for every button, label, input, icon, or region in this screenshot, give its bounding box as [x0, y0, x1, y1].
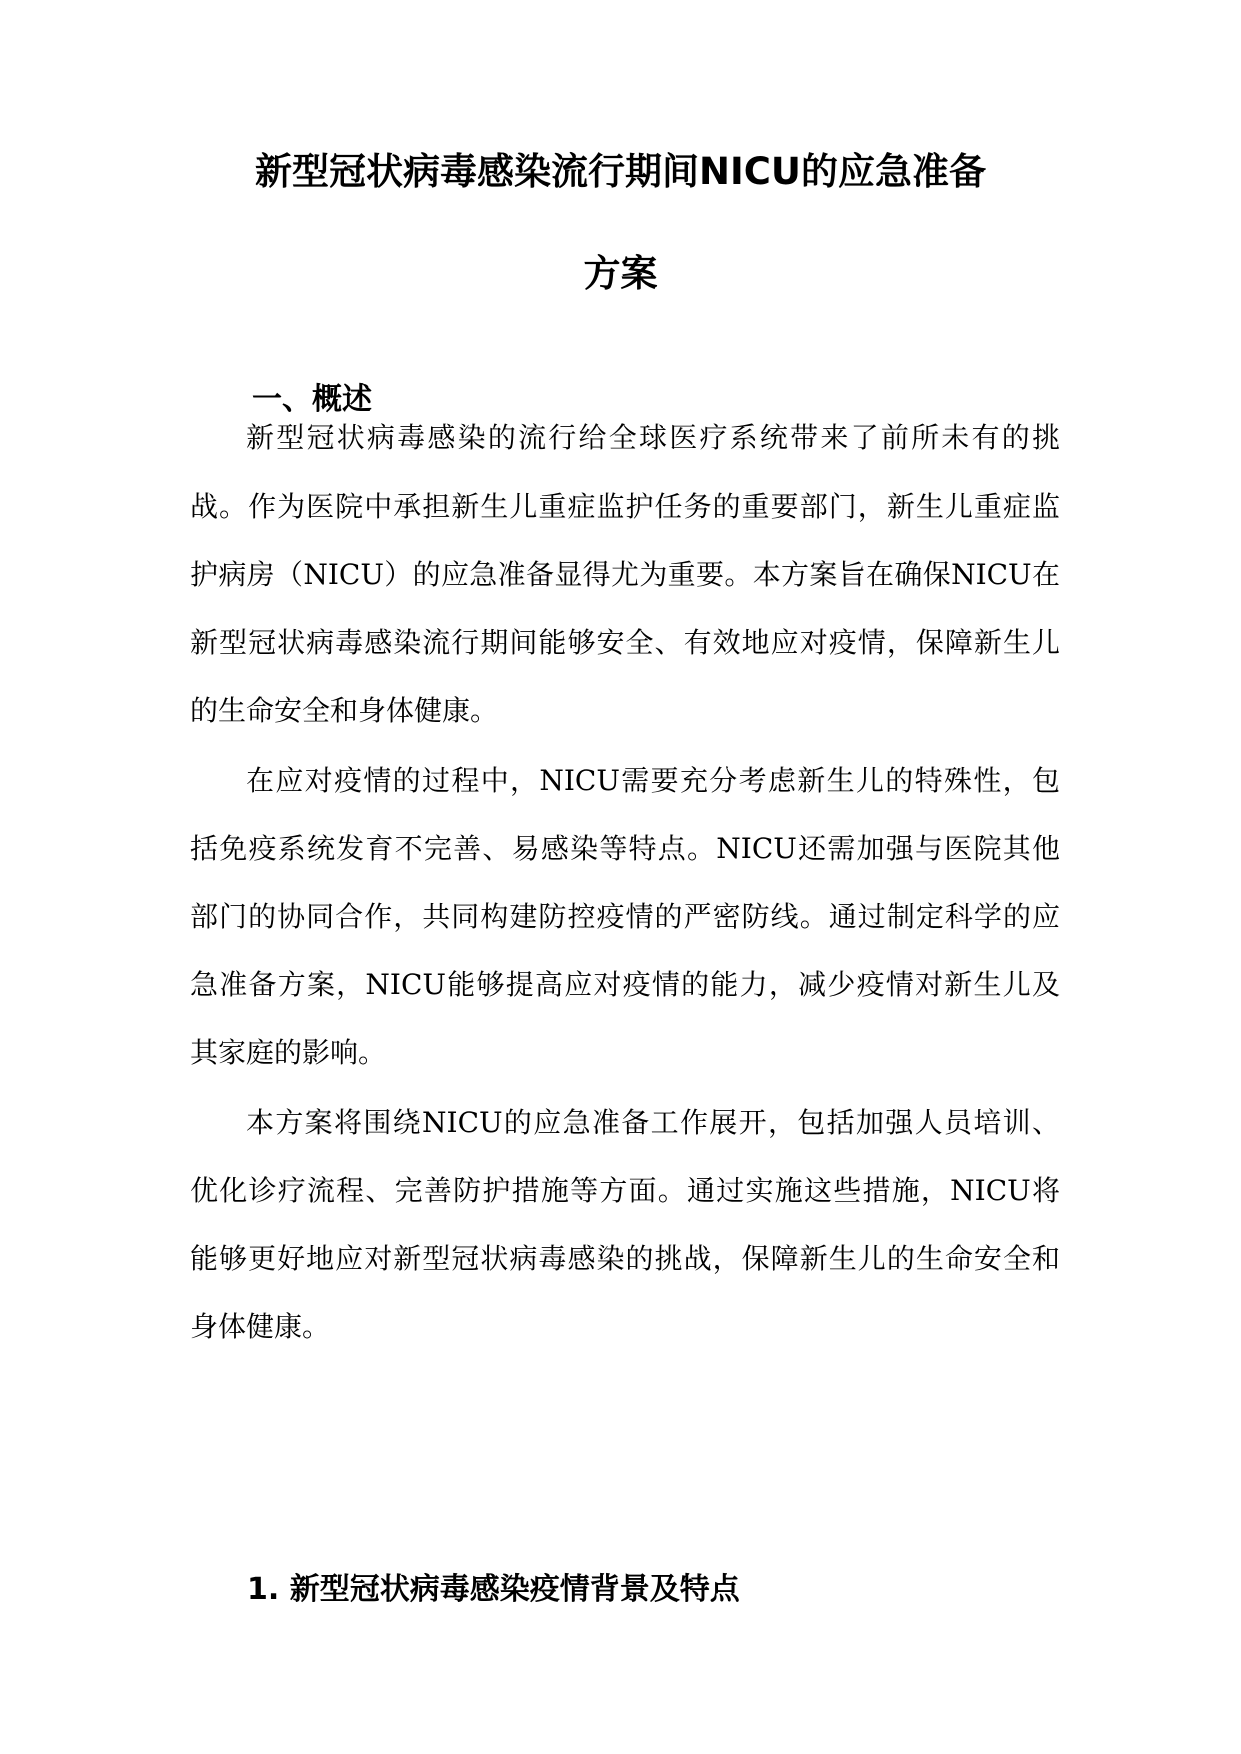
paragraph-1-line: 新型冠状病毒感染的流行给全球医疗系统带来了前所未有的挑	[246, 421, 1060, 454]
paragraph-3-line: 身体健康。	[190, 1310, 331, 1343]
paragraph-3-line: 本方案将围绕NICU的应急准备工作展开，包括加强人员培训、	[246, 1106, 1060, 1139]
subsection-heading-background: 1. 新型冠状病毒感染疫情背景及特点	[247, 1572, 740, 1607]
section-heading-overview: 一、概述	[252, 382, 372, 417]
paragraph-2-line: 部门的协同合作，共同构建防控疫情的严密防线。通过制定科学的应	[190, 900, 1060, 933]
document-title-line-1: 新型冠状病毒感染流行期间NICU的应急准备	[255, 150, 986, 193]
paragraph-2-line: 括免疫系统发育不完善、易感染等特点。NICU还需加强与医院其他	[190, 832, 1060, 865]
document-title-line-2: 方案	[583, 252, 658, 295]
paragraph-2-line: 其家庭的影响。	[190, 1036, 387, 1069]
paragraph-1-line: 新型冠状病毒感染流行期间能够安全、有效地应对疫情，保障新生儿	[190, 626, 1060, 659]
paragraph-2-line: 急准备方案，NICU能够提高应对疫情的能力，减少疫情对新生儿及	[190, 968, 1060, 1001]
paragraph-1-line: 护病房（NICU）的应急准备显得尤为重要。本方案旨在确保NICU在	[190, 558, 1060, 591]
paragraph-1-line: 战。作为医院中承担新生儿重症监护任务的重要部门，新生儿重症监	[190, 490, 1060, 523]
paragraph-2-line: 在应对疫情的过程中，NICU需要充分考虑新生儿的特殊性，包	[246, 764, 1060, 797]
paragraph-3-line: 能够更好地应对新型冠状病毒感染的挑战，保障新生儿的生命安全和	[190, 1242, 1060, 1275]
paragraph-1-line: 的生命安全和身体健康。	[190, 694, 499, 727]
paragraph-3-line: 优化诊疗流程、完善防护措施等方面。通过实施这些措施，NICU将	[190, 1174, 1060, 1207]
